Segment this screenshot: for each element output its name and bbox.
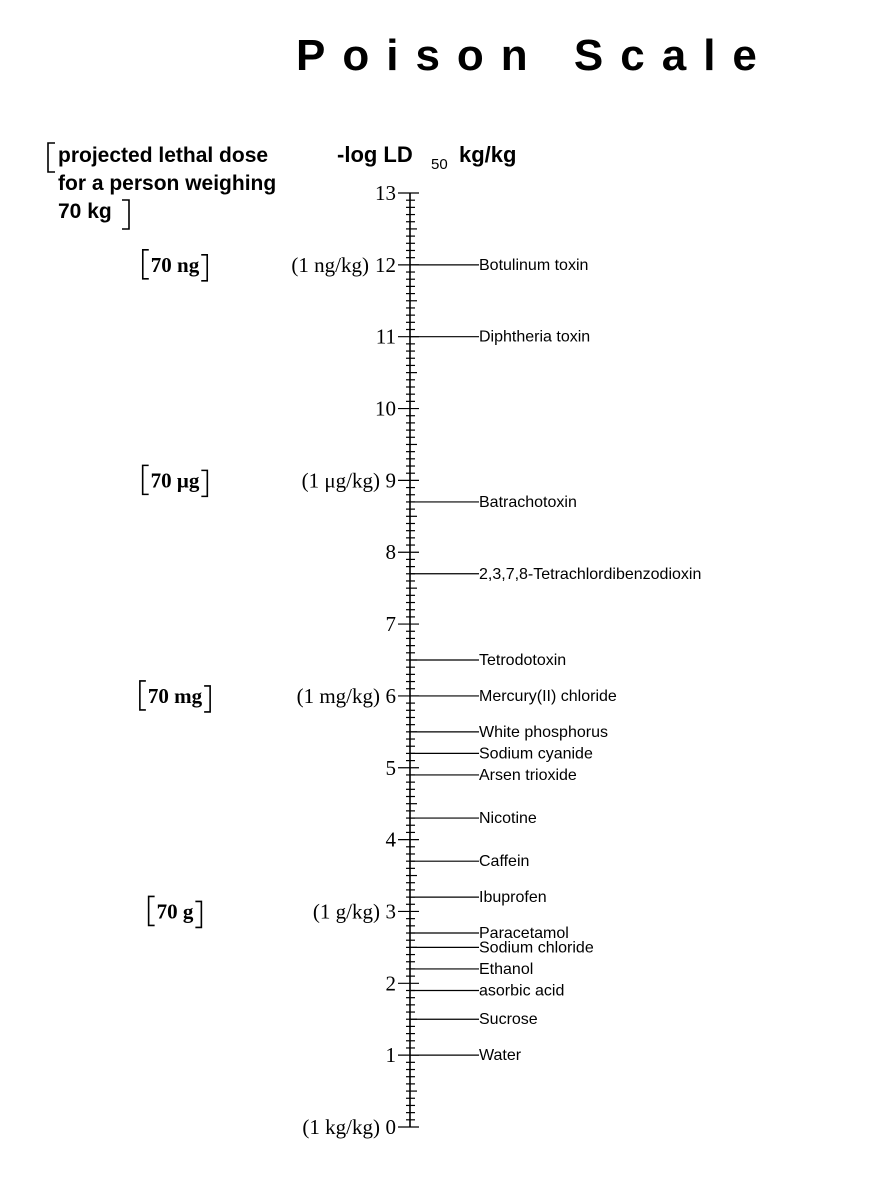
dose-label: 70 mg <box>147 683 203 708</box>
substance-label: Mercury(II) chloride <box>479 687 617 705</box>
substance-label: Diphtheria toxin <box>479 328 591 346</box>
substance-label: Arsen trioxide <box>479 766 577 784</box>
note-line-2: for a person weighing <box>58 172 277 195</box>
substance-label: Paracetamol <box>479 925 569 943</box>
unit-labels <box>291 253 380 1139</box>
substance-label: Batrachotoxin <box>479 493 577 511</box>
y-tick-label: 9 <box>385 468 396 493</box>
substance-label: asorbic acid <box>479 982 565 1000</box>
substance-label: Sodium cyanide <box>479 745 593 763</box>
chart-title: Poison Scale <box>296 31 774 80</box>
substance-label: Sodium chloride <box>479 939 594 957</box>
substance-label: Ethanol <box>479 960 534 978</box>
note-bracket-close <box>122 200 129 229</box>
dose-bracket-close <box>195 901 201 927</box>
note-bracket-open <box>48 143 55 172</box>
dose-bracket-open <box>149 896 155 925</box>
unit-label: (1 g/kg) <box>312 899 380 924</box>
y-tick-label: 7 <box>385 612 396 637</box>
dose-bracket-open <box>143 465 149 494</box>
dose-label: 70 g <box>156 899 194 924</box>
dose-bracket-open <box>143 250 149 279</box>
substance-label: Sucrose <box>479 1011 538 1029</box>
y-tick-label: 12 <box>375 252 396 277</box>
substance-label: Ibuprofen <box>479 889 547 907</box>
y-tick-label: 4 <box>385 827 396 852</box>
unit-label: (1 kg/kg) <box>302 1115 380 1139</box>
y-tick-label: 0 <box>385 1115 396 1139</box>
dose-bracket-open <box>140 681 146 710</box>
dose-label: 70 ng <box>150 252 200 277</box>
y-tick-label: 2 <box>385 971 396 996</box>
unit-label: (1 ng/kg) <box>291 252 369 277</box>
substance-label: White phosphorus <box>479 723 608 741</box>
dose-bracket-close <box>201 255 207 281</box>
dose-label: 70 μg <box>150 468 200 493</box>
substance-markers <box>410 257 701 1064</box>
note-group <box>48 143 276 229</box>
unit-label: (1 mg/kg) <box>296 683 380 708</box>
substance-label: Water <box>479 1047 522 1065</box>
y-tick-label: 1 <box>385 1043 396 1068</box>
y-tick-label: 6 <box>385 683 396 708</box>
y-tick-label: 13 <box>375 181 396 205</box>
axis-header <box>337 142 516 173</box>
axis-label-unit: kg/kg <box>459 142 517 167</box>
dose-labels <box>140 250 210 928</box>
dose-bracket-close <box>201 470 207 496</box>
y-tick-label: 5 <box>385 755 396 780</box>
note-line-3: 70 kg <box>58 200 112 223</box>
note-line-1: projected lethal dose <box>58 144 269 167</box>
dose-bracket-close <box>204 686 210 712</box>
axis-label-subscript: 50 <box>431 156 448 173</box>
axis-label: -log LD <box>337 142 413 167</box>
substance-label: Botulinum toxin <box>479 256 589 274</box>
y-tick-label: 10 <box>375 396 396 421</box>
y-tick-label: 3 <box>385 899 396 924</box>
unit-label: (1 μg/kg) <box>301 468 380 493</box>
y-tick-label: 11 <box>375 324 396 349</box>
substance-label: Tetrodotoxin <box>479 652 567 669</box>
substance-label: Caffein <box>479 853 530 871</box>
substance-label: Nicotine <box>479 810 537 828</box>
y-tick-label: 8 <box>385 540 396 565</box>
substance-label: 2,3,7,8-Tetrachlordibenzodioxin <box>479 565 702 583</box>
tick-labels <box>375 181 397 1139</box>
